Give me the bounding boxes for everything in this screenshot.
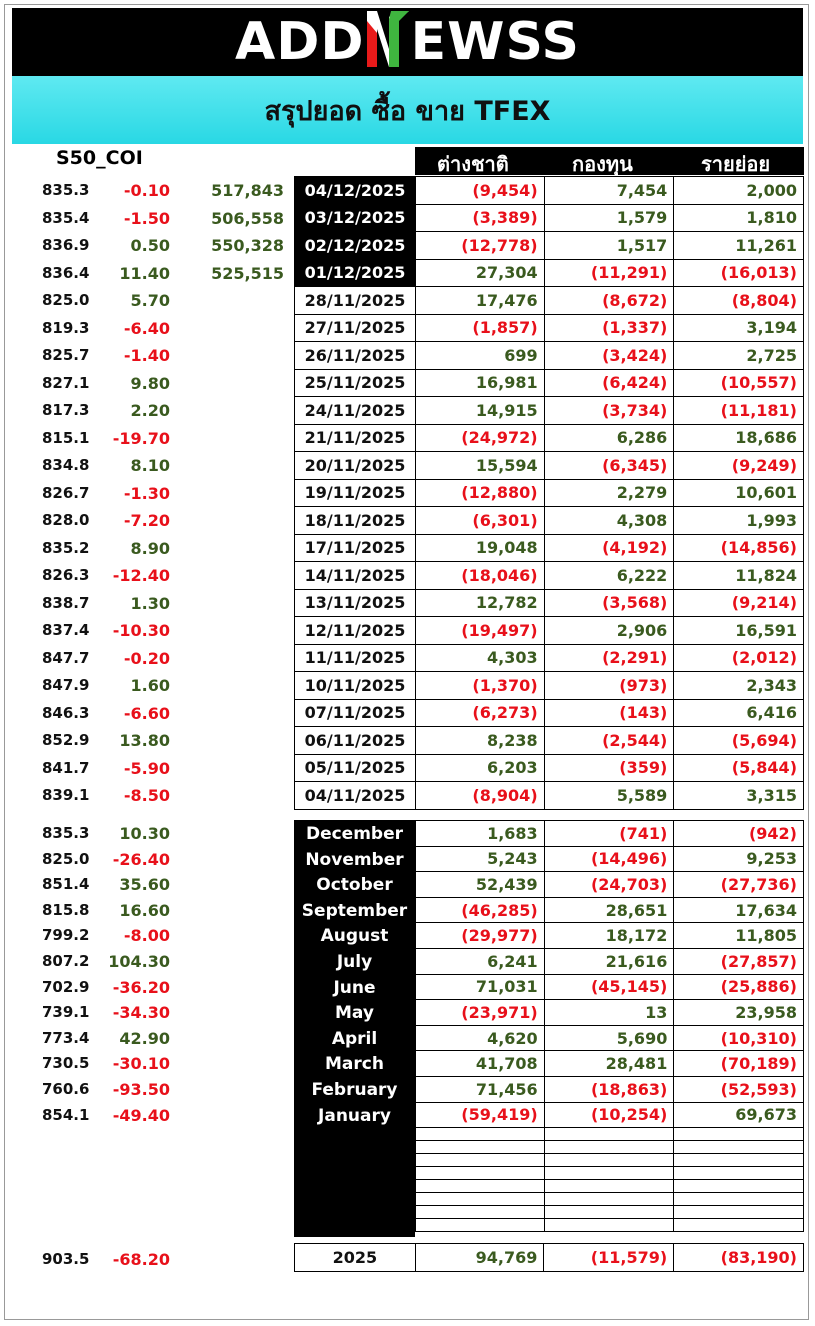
monthly-retail: (25,886) xyxy=(674,974,804,1000)
daily-index: 828.0 xyxy=(42,511,90,529)
daily-date: 04/11/2025 xyxy=(295,782,416,810)
daily-date: 11/11/2025 xyxy=(295,644,416,672)
daily-retail: (2,012) xyxy=(674,644,804,672)
daily-retail: (16,013) xyxy=(674,259,804,287)
daily-row xyxy=(295,644,804,672)
month-label: March xyxy=(325,1054,384,1075)
title-banner xyxy=(12,76,803,144)
monthly-row xyxy=(416,1076,804,1102)
empty-cell xyxy=(544,1154,674,1167)
daily-date: 12/11/2025 xyxy=(295,617,416,645)
daily-date: 05/11/2025 xyxy=(295,754,416,782)
daily-change: 8.90 xyxy=(130,538,170,558)
daily-index: 819.3 xyxy=(42,318,90,337)
daily-index: 827.1 xyxy=(42,373,90,392)
monthly-row xyxy=(416,1025,804,1051)
empty-row xyxy=(416,1193,804,1206)
daily-change: 5.70 xyxy=(130,291,170,310)
monthly-row xyxy=(416,974,804,1000)
daily-coi: 506,558 xyxy=(211,208,284,228)
monthly-index: 825.0 xyxy=(42,849,90,868)
monthly-retail: 9,253 xyxy=(674,846,804,872)
daily-date: 04/12/2025 xyxy=(295,177,416,205)
daily-foreign: (6,273) xyxy=(415,699,544,727)
empty-cell xyxy=(416,1206,545,1219)
monthly-foreign: 1,683 xyxy=(416,821,545,847)
daily-index: 837.4 xyxy=(42,621,90,639)
daily-index: 825.7 xyxy=(42,346,90,364)
daily-retail: 3,194 xyxy=(674,314,804,342)
daily-row xyxy=(295,452,804,480)
daily-retail: (8,804) xyxy=(674,287,804,315)
daily-fund: 5,589 xyxy=(544,782,674,810)
daily-date: 07/11/2025 xyxy=(295,699,416,727)
daily-retail: (10,557) xyxy=(674,369,804,397)
empty-cell xyxy=(416,1180,545,1193)
daily-date: 20/11/2025 xyxy=(295,452,416,480)
daily-date: 21/11/2025 xyxy=(295,424,416,452)
monthly-foreign: 4,620 xyxy=(416,1025,545,1051)
daily-fund: (1,337) xyxy=(544,314,674,342)
monthly-foreign: 71,456 xyxy=(416,1076,545,1102)
daily-change: -6.60 xyxy=(123,703,170,723)
monthly-fund: (741) xyxy=(544,821,674,847)
monthly-row xyxy=(416,948,804,974)
daily-index: 836.9 xyxy=(42,236,90,254)
monthly-fund: 28,481 xyxy=(544,1051,674,1077)
monthly-index: 773.4 xyxy=(42,1028,90,1047)
empty-cell xyxy=(544,1141,674,1154)
daily-index: 826.7 xyxy=(42,483,90,502)
monthly-fund: 28,651 xyxy=(544,897,674,923)
daily-change: -7.20 xyxy=(123,511,170,530)
monthly-change: -49.40 xyxy=(112,1105,170,1125)
daily-change: -1.50 xyxy=(123,208,170,228)
daily-row xyxy=(295,672,804,700)
daily-index: 838.7 xyxy=(42,593,90,612)
monthly-index: 851.4 xyxy=(42,875,90,894)
daily-fund: 1,517 xyxy=(544,232,674,260)
empty-cell xyxy=(674,1167,804,1180)
empty-cell xyxy=(674,1193,804,1206)
month-label: December xyxy=(305,824,404,844)
daily-foreign: 699 xyxy=(415,342,544,370)
daily-foreign: (1,370) xyxy=(415,672,544,700)
monthly-index: 835.3 xyxy=(42,824,90,842)
empty-row xyxy=(416,1167,804,1180)
daily-row xyxy=(295,562,804,590)
daily-index: 825.0 xyxy=(42,291,90,309)
daily-fund: (3,424) xyxy=(544,342,674,370)
monthly-index: 807.2 xyxy=(42,952,90,970)
daily-date: 26/11/2025 xyxy=(295,342,416,370)
daily-change: 13.80 xyxy=(119,731,170,750)
month-label: July xyxy=(336,952,373,972)
daily-change: -0.20 xyxy=(123,648,170,668)
daily-foreign: (8,904) xyxy=(415,782,544,810)
foreign-header: ต่างชาติ xyxy=(437,152,509,176)
daily-row xyxy=(295,782,804,810)
daily-index: 826.3 xyxy=(42,566,90,584)
month-label: September xyxy=(301,900,408,921)
month-label: November xyxy=(305,849,404,870)
daily-foreign: (19,497) xyxy=(415,617,544,645)
page-title: สรุปยอด ซื้อ ขาย TFEX xyxy=(264,95,551,127)
s50-coi-header: S50_COI xyxy=(56,147,143,169)
monthly-foreign: 52,439 xyxy=(416,872,545,898)
daily-row xyxy=(295,727,804,755)
daily-change: 1.30 xyxy=(130,593,170,613)
daily-foreign: (1,857) xyxy=(415,314,544,342)
monthly-foreign: (46,285) xyxy=(416,897,545,923)
monthly-row xyxy=(416,923,804,949)
daily-row xyxy=(295,424,804,452)
daily-date: 28/11/2025 xyxy=(295,287,416,315)
monthly-foreign: 6,241 xyxy=(416,948,545,974)
monthly-row xyxy=(416,1000,804,1026)
monthly-fund: (45,145) xyxy=(544,974,674,1000)
monthly-change: -93.50 xyxy=(112,1080,170,1099)
daily-change: 1.60 xyxy=(130,676,170,695)
daily-change: -5.90 xyxy=(123,758,170,778)
daily-foreign: 16,981 xyxy=(415,369,544,397)
empty-cell xyxy=(674,1128,804,1141)
monthly-change: 10.30 xyxy=(119,824,170,843)
monthly-index: 854.1 xyxy=(42,1105,90,1124)
empty-cell xyxy=(416,1167,545,1180)
monthly-retail: (27,736) xyxy=(674,872,804,898)
daily-foreign: (18,046) xyxy=(415,562,544,590)
monthly-retail: (70,189) xyxy=(674,1051,804,1077)
daily-date: 17/11/2025 xyxy=(295,534,416,562)
logo-banner xyxy=(12,8,803,76)
daily-fund: (3,734) xyxy=(544,397,674,425)
empty-cell xyxy=(416,1219,545,1232)
daily-change: 8.10 xyxy=(130,456,170,475)
monthly-fund: 5,690 xyxy=(544,1025,674,1051)
daily-foreign: 12,782 xyxy=(415,589,544,617)
daily-fund: (973) xyxy=(544,672,674,700)
monthly-row xyxy=(416,897,804,923)
daily-change: -19.70 xyxy=(112,428,170,448)
empty-cell xyxy=(416,1193,545,1206)
daily-date: 02/12/2025 xyxy=(295,232,416,260)
monthly-fund: 18,172 xyxy=(544,923,674,949)
month-label: October xyxy=(316,875,393,896)
empty-cell xyxy=(544,1193,674,1206)
daily-retail: 2,725 xyxy=(674,342,804,370)
monthly-retail: 11,805 xyxy=(674,923,804,949)
fund-header: กองทุน xyxy=(572,152,633,176)
daily-index: 847.7 xyxy=(42,648,90,667)
daily-fund: (143) xyxy=(544,699,674,727)
monthly-retail: 23,958 xyxy=(674,1000,804,1026)
month-label: May xyxy=(335,1003,374,1024)
month-label: August xyxy=(320,926,389,947)
monthly-change: 42.90 xyxy=(119,1028,170,1048)
monthly-change: 16.60 xyxy=(119,900,170,920)
monthly-row xyxy=(416,872,804,898)
empty-cell xyxy=(544,1128,674,1141)
daily-retail: 10,601 xyxy=(674,479,804,507)
daily-fund: (6,424) xyxy=(544,369,674,397)
total-retail: (83,190) xyxy=(674,1244,804,1272)
empty-cell xyxy=(674,1154,804,1167)
monthly-row xyxy=(416,821,804,847)
daily-coi: 550,328 xyxy=(211,236,284,255)
daily-row xyxy=(295,177,804,205)
daily-fund: (6,345) xyxy=(544,452,674,480)
daily-retail: 6,416 xyxy=(674,699,804,727)
addnewss-logo: ADD EWSS xyxy=(234,12,581,72)
daily-retail: 18,686 xyxy=(674,424,804,452)
daily-fund: 2,906 xyxy=(544,617,674,645)
total-row-table xyxy=(294,1243,804,1272)
daily-row xyxy=(295,507,804,535)
daily-row xyxy=(295,314,804,342)
monthly-index: 702.9 xyxy=(42,977,90,996)
monthly-fund: (18,863) xyxy=(544,1076,674,1102)
daily-foreign: (9,454) xyxy=(415,177,544,205)
daily-date: 01/12/2025 xyxy=(295,259,416,287)
daily-change: 9.80 xyxy=(130,373,170,393)
monthly-fund: (14,496) xyxy=(544,846,674,872)
daily-index: 815.1 xyxy=(42,428,90,447)
monthly-row xyxy=(416,1051,804,1077)
daily-change: -8.50 xyxy=(123,786,170,805)
daily-change: 11.40 xyxy=(119,263,170,283)
daily-foreign: 15,594 xyxy=(415,452,544,480)
monthly-change: -8.00 xyxy=(123,926,170,946)
empty-cell xyxy=(416,1141,545,1154)
daily-change: -10.30 xyxy=(112,621,170,640)
daily-date: 19/11/2025 xyxy=(295,479,416,507)
monthly-change: -30.10 xyxy=(112,1054,170,1074)
empty-cell xyxy=(416,1128,545,1141)
daily-foreign: 8,238 xyxy=(415,727,544,755)
monthly-flow-table xyxy=(415,820,804,1232)
daily-index: 835.3 xyxy=(42,181,90,199)
daily-row xyxy=(295,534,804,562)
daily-fund: 4,308 xyxy=(544,507,674,535)
monthly-row xyxy=(416,846,804,872)
monthly-retail: 17,634 xyxy=(674,897,804,923)
daily-index: 847.9 xyxy=(42,676,90,694)
daily-foreign: 14,915 xyxy=(415,397,544,425)
monthly-foreign: 5,243 xyxy=(416,846,545,872)
monthly-fund: 13 xyxy=(544,1000,674,1026)
daily-foreign: 4,303 xyxy=(415,644,544,672)
daily-change: -0.10 xyxy=(123,181,170,200)
daily-retail: 11,824 xyxy=(674,562,804,590)
empty-row xyxy=(416,1128,804,1141)
daily-retail: 1,993 xyxy=(674,507,804,535)
daily-index: 835.4 xyxy=(42,208,90,227)
daily-row xyxy=(295,232,804,260)
daily-fund: 1,579 xyxy=(544,204,674,232)
daily-row xyxy=(295,397,804,425)
monthly-index: 815.8 xyxy=(42,900,90,919)
daily-foreign: (12,778) xyxy=(415,232,544,260)
daily-foreign: 27,304 xyxy=(415,259,544,287)
daily-flow-table xyxy=(294,176,804,810)
daily-index: 836.4 xyxy=(42,263,90,282)
daily-row xyxy=(295,287,804,315)
monthly-retail: (942) xyxy=(674,821,804,847)
monthly-foreign: (59,419) xyxy=(416,1102,545,1128)
empty-cell xyxy=(674,1180,804,1193)
daily-change: -6.40 xyxy=(123,318,170,338)
empty-cell xyxy=(544,1206,674,1219)
daily-foreign: 19,048 xyxy=(415,534,544,562)
monthly-change: 35.60 xyxy=(119,875,170,895)
monthly-foreign: 41,708 xyxy=(416,1051,545,1077)
empty-cell xyxy=(544,1219,674,1232)
daily-change: -1.30 xyxy=(123,483,170,503)
daily-coi: 525,515 xyxy=(211,263,284,283)
daily-retail: 2,343 xyxy=(674,672,804,700)
empty-row xyxy=(416,1219,804,1232)
daily-foreign: (24,972) xyxy=(415,424,544,452)
monthly-foreign: (29,977) xyxy=(416,923,545,949)
daily-date: 24/11/2025 xyxy=(295,397,416,425)
daily-retail: 3,315 xyxy=(674,782,804,810)
daily-fund: (2,544) xyxy=(544,727,674,755)
month-label: June xyxy=(333,977,376,998)
empty-cell xyxy=(416,1154,545,1167)
daily-row xyxy=(295,699,804,727)
n-logo-mark xyxy=(365,15,411,65)
daily-fund: (2,291) xyxy=(544,644,674,672)
daily-fund: (11,291) xyxy=(544,259,674,287)
monthly-row xyxy=(416,1102,804,1128)
month-label: February xyxy=(311,1080,398,1100)
daily-retail: (5,694) xyxy=(674,727,804,755)
daily-fund: (359) xyxy=(544,754,674,782)
empty-cell xyxy=(544,1180,674,1193)
daily-change: -1.40 xyxy=(123,346,170,365)
monthly-retail: (52,593) xyxy=(674,1076,804,1102)
retail-header: รายย่อย xyxy=(701,152,771,176)
daily-change: 2.20 xyxy=(130,401,170,420)
daily-retail: (9,249) xyxy=(674,452,804,480)
total-index: 903.5 xyxy=(42,1250,90,1268)
daily-foreign: (6,301) xyxy=(415,507,544,535)
daily-retail: (14,856) xyxy=(674,534,804,562)
daily-change: 0.50 xyxy=(130,236,170,255)
daily-retail: (9,214) xyxy=(674,589,804,617)
daily-foreign: 6,203 xyxy=(415,754,544,782)
daily-row xyxy=(295,589,804,617)
monthly-index: 760.6 xyxy=(42,1080,90,1098)
daily-retail: (11,181) xyxy=(674,397,804,425)
daily-date: 06/11/2025 xyxy=(295,727,416,755)
daily-date: 18/11/2025 xyxy=(295,507,416,535)
monthly-index: 730.5 xyxy=(42,1054,90,1073)
daily-index: 846.3 xyxy=(42,703,90,722)
daily-foreign: (3,389) xyxy=(415,204,544,232)
daily-index: 841.7 xyxy=(42,758,90,777)
monthly-change: -26.40 xyxy=(112,849,170,869)
daily-change: -12.40 xyxy=(112,566,170,585)
daily-row xyxy=(295,259,804,287)
daily-date: 25/11/2025 xyxy=(295,369,416,397)
daily-retail: (5,844) xyxy=(674,754,804,782)
empty-row xyxy=(416,1206,804,1219)
daily-date: 03/12/2025 xyxy=(295,204,416,232)
monthly-retail: (10,310) xyxy=(674,1025,804,1051)
monthly-index: 739.1 xyxy=(42,1003,90,1022)
daily-date: 27/11/2025 xyxy=(295,314,416,342)
monthly-index: 799.2 xyxy=(42,926,90,945)
month-label: January xyxy=(318,1105,391,1126)
monthly-foreign: (23,971) xyxy=(416,1000,545,1026)
total-change: -68.20 xyxy=(112,1250,170,1269)
monthly-fund: 21,616 xyxy=(544,948,674,974)
empty-row xyxy=(416,1154,804,1167)
daily-index: 834.8 xyxy=(42,456,90,474)
daily-row xyxy=(295,342,804,370)
daily-retail: 2,000 xyxy=(674,177,804,205)
empty-cell xyxy=(674,1141,804,1154)
empty-cell xyxy=(544,1167,674,1180)
daily-fund: 7,454 xyxy=(544,177,674,205)
total-year: 2025 xyxy=(295,1244,416,1272)
monthly-foreign: 71,031 xyxy=(416,974,545,1000)
daily-row xyxy=(295,204,804,232)
daily-index: 835.2 xyxy=(42,538,90,557)
empty-row xyxy=(416,1141,804,1154)
monthly-retail: 69,673 xyxy=(674,1102,804,1128)
daily-retail: 1,810 xyxy=(674,204,804,232)
daily-row xyxy=(295,617,804,645)
monthly-change: -36.20 xyxy=(112,977,170,997)
monthly-change: -34.30 xyxy=(112,1003,170,1023)
daily-fund: 6,286 xyxy=(544,424,674,452)
monthly-fund: (24,703) xyxy=(544,872,674,898)
daily-date: 10/11/2025 xyxy=(295,672,416,700)
daily-index: 852.9 xyxy=(42,731,90,749)
total-fund: (11,579) xyxy=(544,1244,674,1272)
daily-fund: (8,672) xyxy=(544,287,674,315)
total-foreign: 94,769 xyxy=(415,1244,544,1272)
empty-cell xyxy=(674,1206,804,1219)
daily-retail: 16,591 xyxy=(674,617,804,645)
daily-fund: (3,568) xyxy=(544,589,674,617)
daily-index: 817.3 xyxy=(42,401,90,419)
monthly-retail: (27,857) xyxy=(674,948,804,974)
monthly-fund: (10,254) xyxy=(544,1102,674,1128)
daily-fund: 6,222 xyxy=(544,562,674,590)
daily-index: 839.1 xyxy=(42,786,90,804)
daily-coi: 517,843 xyxy=(211,181,284,200)
month-label: April xyxy=(331,1028,378,1049)
daily-foreign: 17,476 xyxy=(415,287,544,315)
empty-cell xyxy=(674,1219,804,1232)
daily-row xyxy=(295,479,804,507)
monthly-change: 104.30 xyxy=(108,952,170,971)
daily-row xyxy=(295,754,804,782)
daily-date: 13/11/2025 xyxy=(295,589,416,617)
daily-retail: 11,261 xyxy=(674,232,804,260)
empty-row xyxy=(416,1180,804,1193)
daily-date: 14/11/2025 xyxy=(295,562,416,590)
daily-fund: (4,192) xyxy=(544,534,674,562)
daily-fund: 2,279 xyxy=(544,479,674,507)
daily-row xyxy=(295,369,804,397)
daily-foreign: (12,880) xyxy=(415,479,544,507)
